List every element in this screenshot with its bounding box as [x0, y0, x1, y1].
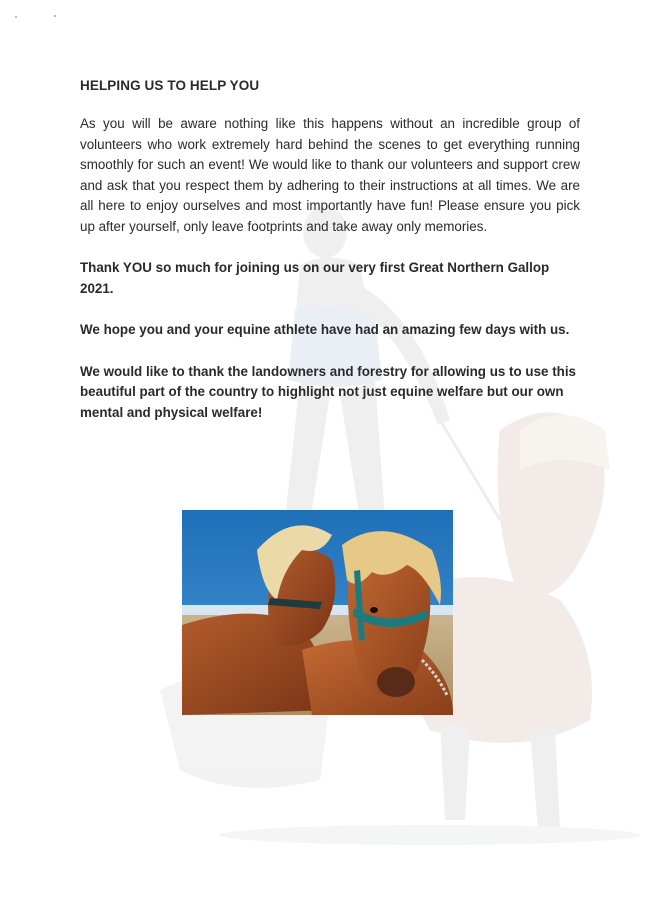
scan-specks [12, 14, 62, 20]
hope-line: We hope you and your equine athlete have had an amazing few days with us. [80, 322, 570, 337]
two-ponies-photo [182, 510, 453, 715]
thanks-line: Thank YOU so much for joining us on our very first Great Northern Gallop 2021. [80, 260, 550, 296]
ponies-illustration [182, 510, 453, 715]
volunteers-paragraph: As you will be aware nothing like this happens without an incredible group of volunteers who work extremely hard behind the scenes to get everything running smoothly for such an event! We would like to thank our volunteers and support crew and ask that you respect them by adhering to their instructions at all times. We are all here to enjoy ourselves and most importantly have fun! Please ensure you pick up after yourself, only leave footprints and take away only memories. [80, 116, 580, 234]
page-heading: HELPING US TO HELP YOU [80, 78, 260, 93]
landowners-line: We would like to thank the landowners and forestry for allowing us to use this beautiful part of the country to highlight not just equine welfare but our own mental and physical welfare! [80, 363, 577, 420]
document-body [80, 78, 580, 423]
